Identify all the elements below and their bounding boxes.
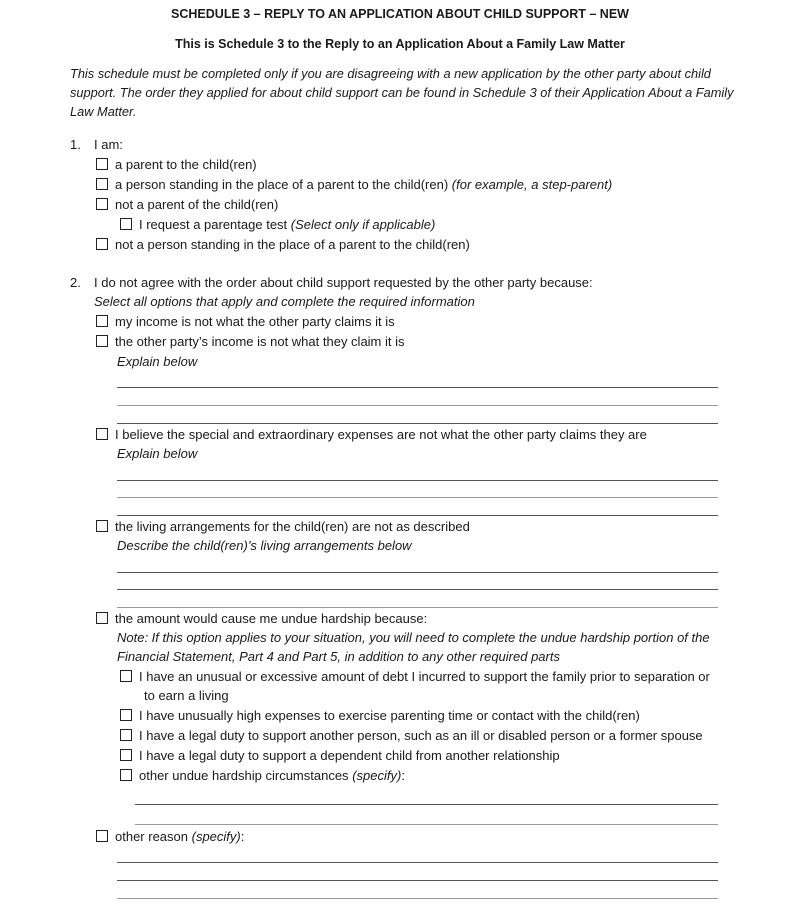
checkbox[interactable] bbox=[96, 238, 108, 250]
living-explain-line-3[interactable] bbox=[117, 607, 718, 608]
checkbox[interactable] bbox=[96, 178, 108, 190]
hardship-option-other: other undue hardship circumstances (specify): bbox=[120, 767, 405, 784]
hardship-option-legal-duty-person: I have a legal duty to support another person, such as an ill or disabled person or a former spouse bbox=[120, 727, 703, 744]
intro-text: This schedule must be completed only if you are disagreeing with a new application by the other party about child support. The order they applied for about child support can be found in Schedule 3 of their Application About a Family Law Matter. bbox=[70, 66, 734, 119]
checkbox[interactable] bbox=[96, 315, 108, 327]
hardship-note-line-1: Note: If this option applies to your situation, you will need to complete the undue hardship portion of the bbox=[117, 630, 710, 645]
checkbox[interactable] bbox=[120, 769, 132, 781]
q2-option-my-income: my income is not what the other party claims it is bbox=[96, 313, 395, 330]
checkbox[interactable] bbox=[96, 428, 108, 440]
checkbox[interactable] bbox=[96, 158, 108, 170]
hardship-option-debt-continued: to earn a living bbox=[144, 688, 229, 703]
special-explain-line-1[interactable] bbox=[117, 480, 718, 481]
special-explain-line-3[interactable] bbox=[117, 515, 718, 516]
hardship-option-parenting-expenses: I have unusually high expenses to exercise parenting time or contact with the child(ren) bbox=[120, 707, 640, 724]
special-explain-line-2[interactable] bbox=[117, 497, 718, 498]
other-reason-line-3[interactable] bbox=[117, 898, 718, 899]
checkbox[interactable] bbox=[120, 670, 132, 682]
q1-number: 1. bbox=[70, 137, 81, 152]
other-reason-line-1[interactable] bbox=[117, 862, 718, 863]
checkbox[interactable] bbox=[120, 729, 132, 741]
hardship-note-line-2: Financial Statement, Part 4 and Part 5, in addition to any other required parts bbox=[117, 649, 560, 664]
q2-option-other-reason: other reason (specify): bbox=[96, 828, 244, 845]
q1-option-not-standing: not a person standing in the place of a parent to the child(ren) bbox=[96, 236, 470, 253]
q2-option-living-arrangements: the living arrangements for the child(ren) are not as described bbox=[96, 518, 470, 535]
checkbox[interactable] bbox=[96, 198, 108, 210]
living-explain-line-2[interactable] bbox=[117, 589, 718, 590]
q2-label: I do not agree with the order about child support requested by the other party because: bbox=[94, 275, 593, 290]
q2-number: 2. bbox=[70, 275, 81, 290]
other-reason-line-2[interactable] bbox=[117, 880, 718, 881]
income-explain-label: Explain below bbox=[117, 354, 198, 369]
hardship-option-debt: I have an unusual or excessive amount of debt I incurred to support the family prior to separation or bbox=[120, 668, 710, 685]
checkbox[interactable] bbox=[96, 612, 108, 624]
q1-option-parentage-test: I request a parentage test (Select only if applicable) bbox=[120, 216, 435, 233]
q2-option-special-expenses: I believe the special and extraordinary expenses are not what the other party claims they are bbox=[96, 426, 647, 443]
q1-option-parent: a parent to the child(ren) bbox=[96, 156, 257, 173]
income-explain-line-3[interactable] bbox=[117, 423, 718, 424]
q2-option-undue-hardship: the amount would cause me undue hardship because: bbox=[96, 610, 427, 627]
hardship-other-line-1[interactable] bbox=[135, 804, 718, 805]
q1-option-standing-in-place: a person standing in the place of a parent to the child(ren) (for example, a step-parent) bbox=[96, 176, 612, 193]
income-explain-line-2[interactable] bbox=[117, 405, 718, 406]
special-explain-label: Explain below bbox=[117, 446, 198, 461]
q2-option-other-income: the other party’s income is not what they claim it is bbox=[96, 333, 405, 350]
living-explain-line-1[interactable] bbox=[117, 572, 718, 573]
q1-option-not-parent: not a parent of the child(ren) bbox=[96, 196, 278, 213]
checkbox[interactable] bbox=[96, 830, 108, 842]
checkbox[interactable] bbox=[120, 749, 132, 761]
q1-label: I am: bbox=[94, 137, 123, 152]
schedule-title: SCHEDULE 3 – REPLY TO AN APPLICATION ABOUT CHILD SUPPORT – NEW bbox=[171, 7, 629, 21]
income-explain-line-1[interactable] bbox=[117, 387, 718, 388]
q2-instruction: Select all options that apply and complete the required information bbox=[94, 294, 475, 309]
hardship-other-line-2[interactable] bbox=[135, 824, 718, 825]
living-explain-label: Describe the child(ren)’s living arrangements below bbox=[117, 538, 412, 553]
hardship-option-legal-duty-child: I have a legal duty to support a dependent child from another relationship bbox=[120, 747, 560, 764]
checkbox[interactable] bbox=[96, 520, 108, 532]
checkbox[interactable] bbox=[120, 709, 132, 721]
checkbox[interactable] bbox=[120, 218, 132, 230]
schedule-subtitle: This is Schedule 3 to the Reply to an Application About a Family Law Matter bbox=[175, 37, 625, 51]
checkbox[interactable] bbox=[96, 335, 108, 347]
